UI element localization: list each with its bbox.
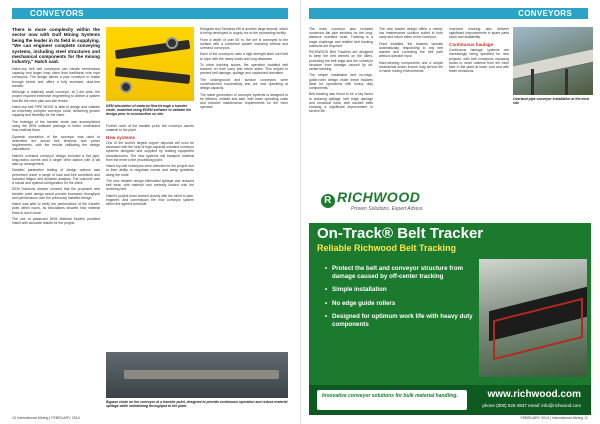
right-col3-paragraph: Continuous haulage systems are increasingly being specified for new projects, with belt conveyors replacing trucks to move material from the mine face to the plant at lower cost and with fewer emissions.: [449, 48, 509, 74]
right-column-3: [449, 27, 509, 179]
left-col3-paragraph: Each of the conveyors uses a high-strength steel cord belt to cope with the heavy loads and long distances.: [200, 52, 288, 61]
right-col1-paragraph: The main conveyor also includes numerous flat pipe sections for the long-distance overland route. Tracking is a major challenge and reliable belt tracking solutions are required.: [309, 27, 373, 48]
advert-footer-text: Innovative conveyor solutions for bulk material handling.: [317, 390, 467, 410]
advert-tagline: Proven Solutions. Expert Advice.: [351, 206, 424, 212]
richwood-advert[interactable]: [309, 185, 591, 415]
left-column-3: [200, 27, 288, 112]
advert-body: [309, 223, 591, 415]
left-col3-paragraph: The latest generation of conveyor systems is designed to be efficient, reliable and safe, with lower operating costs and reduced maintenance requirements for the mine operator.: [200, 92, 288, 110]
advert-banner: [309, 185, 591, 223]
left-col1-paragraph: Hatch-top belt belt conveyors can handle tremendous capacity and larger lump sizes than traditional wire rope conveyors. The design allows a pipe conveyor to snake through bends and offers a fully enclosed, dust-free transfer.: [12, 67, 100, 88]
right-col2-paragraph: The new tracker design offers a robust, low maintenance solution suited to both carry and return sides of the conveyor.: [379, 27, 443, 40]
advert-footer: [309, 385, 591, 415]
right-col2-paragraph: Once installed, the trackers operate automatically, responding to any belt wander and correcting the belt path without operator input.: [379, 41, 443, 59]
right-col2-paragraph: Hard-wearing components and a simple mechanical action ensure long service life in harsh mining environments.: [379, 60, 443, 74]
roller-shape: [166, 37, 178, 49]
right-page: [300, 0, 600, 424]
left-col1-paragraph: Dynamic simulation of the conveyor was used to determine the actual belt tensions and power requirements, with the results validating the design calculations.: [12, 134, 100, 152]
left-column-2: [106, 124, 194, 209]
right-column-1: [309, 27, 373, 179]
bypass-photo-caption: Bypass chute on the conveyor at a transfer point, designed to provide continuous operation and reduce material spillage while maintaining throughput to the plant.: [106, 400, 288, 409]
advert-bullet: • No edge guide rollers: [325, 300, 475, 308]
belt-shape: [115, 40, 190, 59]
right-col1-paragraph: RICHWOOD Belt Trackers are designed to keep the belt centred on the idlers, protecting the belt edge and the conveyor structure from damage caused by off-center tracking.: [309, 50, 373, 72]
left-col1-paragraph: Hatch was able to verify the performance of the transfer point within hours, as simulations showed how material flows in each chute.: [12, 202, 100, 215]
left-col1-paragraph: Hatch's overland conveyor design included a flat pipe, long-radius curves and a single drive station with a tail take-up arrangement.: [12, 153, 100, 167]
right-section-header: CONVEYORS: [309, 8, 588, 19]
left-col1-paragraph: DEM Solutions director showed that the proposed new transfer point design would provide increased throughput and performance over the previously installed design.: [12, 187, 100, 200]
advert-bullet: • Simple installation: [325, 286, 475, 294]
richwood-r-icon: R: [321, 194, 335, 208]
continuous-haulage-heading: Continuous haulage: [449, 41, 494, 47]
advert-bullet-list: [325, 265, 475, 335]
right-col1-paragraph: The simple installation and no-edge-guide-roller design make these trackers ideal for operations with heavy duty components.: [309, 73, 373, 91]
dem-photo-caption: DEM simulation of material flow through a transfer chute, modelled using EDEM software to validate the design prior to construction on site.: [106, 104, 192, 117]
left-col1-paragraph: Hatch-top belt PIPE MODE is able to design and validate an extremely complex conveyor route, delivering greater capacity and flexibility for the client.: [12, 105, 100, 118]
left-col1-paragraph: The use of advanced DEM Material Models provided Hatch with accurate results for the project.: [12, 217, 100, 226]
left-col2-paragraph: Hatch-top belt conveyors were selected for the project due to their ability to negotiate curves and steep gradients along the route.: [106, 164, 194, 177]
new-systems-heading: New systems: [106, 134, 136, 140]
left-col2-paragraph: Further north of the transfer point, the conveyor carries material to the plant.: [106, 124, 194, 133]
bypass-chute-photo: [106, 352, 288, 398]
left-col2-paragraph: The new transfer design eliminated spillage and reduced belt wear, with material now centrally loaded onto the receiving belt.: [106, 179, 194, 192]
right-col1-paragraph: Belt tracking was found to be a key factor in reducing spillage, belt edge damage and structural wear, with tracked belts showing a significant improvement in service life.: [309, 92, 373, 114]
roller-shape: [120, 81, 132, 93]
left-col3-paragraph: The underground and surface conveyors were commissioned successfully and are now operating at design capacity.: [200, 77, 288, 91]
left-col1-paragraph: Detailed parametric testing of design options was performed under a range of load and belt conditions and included fatigue and dynamic analysis. The outcome was a robust and optimal configuration for the client.: [12, 168, 100, 186]
dem-simulation-photo: [106, 27, 194, 101]
brand-name: RICHWOOD: [337, 189, 421, 205]
left-col1-intro: There is more complexity within the sector now with Gulf Mining Systems being the leader in its field in supplying. "We can engineer complete conveying systems, including steel structures and mechanical components for the mining industry," Hatch said.: [12, 27, 100, 65]
pipe-photo-caption: Overland pipe conveyor installation at the mine site: [513, 97, 590, 106]
left-col2-paragraph: Hatch's project team worked closely with the client to plan, engineer, and commission the new conveyor system within the agreed schedule.: [106, 193, 194, 207]
left-col3-paragraph: To solve tracking issues, the operation installed belt trackers on both carry and return sides. This helped to prevent belt damage, spillage and unplanned downtime.: [200, 62, 288, 76]
right-col3-paragraph: Improved tracking also delivers significant improvements in spare parts stock and availability.: [449, 27, 509, 40]
advert-bullet: • Designed for optimum work life with heavy duty components: [325, 313, 475, 328]
pipe-conveyor-photo: [513, 27, 593, 95]
left-section-header: CONVEYORS: [12, 8, 288, 19]
right-column-2: [379, 27, 443, 179]
left-col3-paragraph: Mongolia and Tanzania Hill is another large deposit, which is being developed to supply ore to the processing facility.: [200, 27, 288, 36]
left-col1-paragraph: The redesign of the transfer chute was accomplished using the DEM software package to better understand how material flows.: [12, 119, 100, 133]
left-col1-paragraph: Although a relatively small conveyor, at 2.4m wide, the project required extensive engineering to deliver a system that fits the mine plan and site terrain.: [12, 90, 100, 103]
advert-website-link[interactable]: www.richwood.com: [487, 389, 581, 400]
pipe-shape: [513, 46, 593, 81]
advert-title: On-Track® Belt Tracker: [317, 225, 484, 242]
belt-tracker-photo: [479, 259, 587, 377]
advert-bullet: • Protect the belt and conveyor structure from damage caused by off-center tracking: [325, 265, 475, 280]
left-col2-paragraph: One of the world's largest copper deposits will soon be accessed with the help of high-capacity overland conveyor systems designed and supplied by leading equipment manufacturers. The new systems will transport material from the mine to the processing plant.: [106, 141, 194, 162]
belt-shape: [124, 370, 279, 379]
left-col3-paragraph: From a depth of over 60 m, the ore is conveyed to the surface with a combined system including vertical and overland conveyors.: [200, 37, 288, 50]
advert-subtitle: Reliable Richwood Belt Tracking: [317, 243, 457, 253]
left-column-1: [12, 27, 100, 228]
advert-contact: phone (800) 526-3837 email: info@richwood.com: [482, 403, 581, 408]
left-folio: 10 International Mining | FEBRUARY 2014: [12, 416, 80, 420]
support-post: [565, 69, 568, 95]
support-post: [531, 69, 534, 95]
right-folio: FEBRUARY 2014 | International Mining 11: [520, 416, 588, 420]
